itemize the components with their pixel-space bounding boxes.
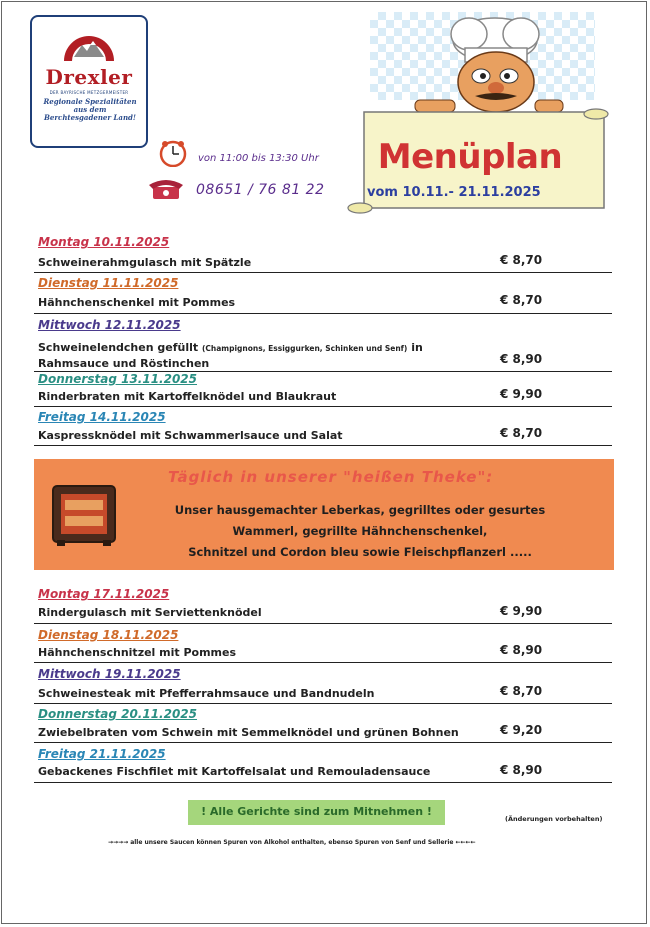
hot-counter-text	[150, 500, 570, 563]
row-divider	[34, 742, 612, 743]
phone-icon	[147, 177, 185, 201]
day-heading-thursday-2: Donnerstag 20.11.2025	[38, 707, 198, 721]
dish-wednesday-1-line2: Rahmsauce und Röstinchen	[38, 357, 210, 370]
dish-wednesday-1-in: in	[411, 341, 423, 354]
day-heading-monday-1: Montag 10.11.2025	[38, 235, 170, 249]
brand-tagline	[38, 98, 142, 122]
row-divider	[34, 662, 612, 663]
dish-monday-2: Rindergulasch mit Serviettenknödel	[38, 606, 262, 619]
price-tuesday-1: € 8,70	[500, 293, 543, 307]
row-divider	[34, 782, 612, 783]
day-heading-friday-2: Freitag 21.11.2025	[38, 747, 166, 761]
dish-wednesday-2: Schweinesteak mit Pfefferrahmsauce und Bandnudeln	[38, 687, 375, 700]
dish-friday-2: Gebackenes Fischfilet mit Kartoffelsalat und Remouladensauce	[38, 765, 431, 778]
clock-icon	[158, 139, 188, 167]
row-divider	[34, 703, 612, 704]
row-divider	[34, 445, 612, 446]
tagline-line-1: Regionale Spezialitäten	[43, 97, 137, 106]
row-divider	[34, 272, 612, 273]
price-tuesday-2: € 8,90	[500, 643, 543, 657]
hot-counter-title: Täglich in unserer "heißen Theke":	[168, 468, 494, 486]
hot-counter-line-2: Wammerl, gegrillte Hähnchenschenkel,	[232, 524, 488, 538]
dish-monday-1: Schweinerahmgulasch mit Spätzle	[38, 256, 252, 269]
takeaway-text: ! Alle Gerichte sind zum Mitnehmen !	[201, 805, 432, 818]
tagline-line-3: Berchtesgadener Land!	[44, 113, 136, 122]
day-heading-tuesday-2: Dienstag 18.11.2025	[38, 628, 179, 642]
tagline-line-2: aus dem	[73, 105, 107, 114]
allergy-note: →→→→ alle unsere Saucen können Spuren von Alkohol enthalten, ebenso Spuren von Senf und Sellerie ←←←←	[108, 839, 476, 846]
drexler-logo	[30, 15, 148, 148]
dish-wednesday-1-main: Schweinelendchen gefüllt	[38, 341, 199, 354]
dish-friday-1: Kaspressknödel mit Schwammerlsauce und Salat	[38, 429, 343, 442]
changes-note: (Änderungen vorbehalten)	[505, 815, 603, 823]
hot-counter-line-3: Schnitzel und Cordon bleu sowie Fleischpflanzerl .....	[188, 545, 532, 559]
menu-dates: vom 10.11.- 21.11.2025	[367, 185, 541, 200]
hot-counter-line-1: Unser hausgemachter Leberkas, gegrilltes oder gesurtes	[174, 503, 546, 517]
rotisserie-oven-icon	[47, 480, 121, 548]
dish-tuesday-1: Hähnchenschenkel mit Pommes	[38, 296, 236, 309]
price-friday-2: € 8,90	[500, 763, 543, 777]
row-divider	[34, 406, 612, 407]
price-thursday-2: € 9,20	[500, 723, 543, 737]
dish-thursday-1: Rinderbraten mit Kartoffelknödel und Blaukraut	[38, 390, 337, 403]
day-heading-tuesday-1: Dienstag 11.11.2025	[38, 276, 179, 290]
price-monday-2: € 9,90	[500, 604, 543, 618]
price-friday-1: € 8,70	[500, 426, 543, 440]
day-heading-wednesday-2: Mittwoch 19.11.2025	[38, 667, 181, 681]
day-heading-thursday-1: Donnerstag 13.11.2025	[38, 372, 198, 386]
phone-number: 08651 / 76 81 22	[196, 182, 325, 198]
price-wednesday-1: € 8,90	[500, 352, 543, 366]
brand-subtitle: DER BAYRISCHE METZGERMEISTER	[49, 90, 129, 95]
row-divider	[34, 313, 612, 314]
dish-tuesday-2: Hähnchenschnitzel mit Pommes	[38, 646, 237, 659]
day-heading-friday-1: Freitag 14.11.2025	[38, 410, 166, 424]
dish-wednesday-1-note: (Champignons, Essiggurken, Schinken und Senf)	[201, 344, 408, 353]
horseshoe-mountain-icon	[60, 27, 118, 61]
chef-illustration	[395, 12, 565, 112]
price-wednesday-2: € 8,70	[500, 684, 543, 698]
day-heading-wednesday-1: Mittwoch 12.11.2025	[38, 318, 181, 332]
price-monday-1: € 8,70	[500, 253, 543, 267]
dish-thursday-2: Zwiebelbraten vom Schwein mit Semmelknödel und grünen Bohnen	[38, 726, 459, 739]
opening-hours: von 11:00 bis 13:30 Uhr	[198, 153, 319, 164]
day-heading-monday-2: Montag 17.11.2025	[38, 587, 170, 601]
price-thursday-1: € 9,90	[500, 387, 543, 401]
row-divider	[34, 623, 612, 624]
brand-name: Drexler	[45, 65, 133, 89]
dish-wednesday-1	[38, 341, 423, 354]
menu-title: Menüplan	[377, 137, 563, 177]
